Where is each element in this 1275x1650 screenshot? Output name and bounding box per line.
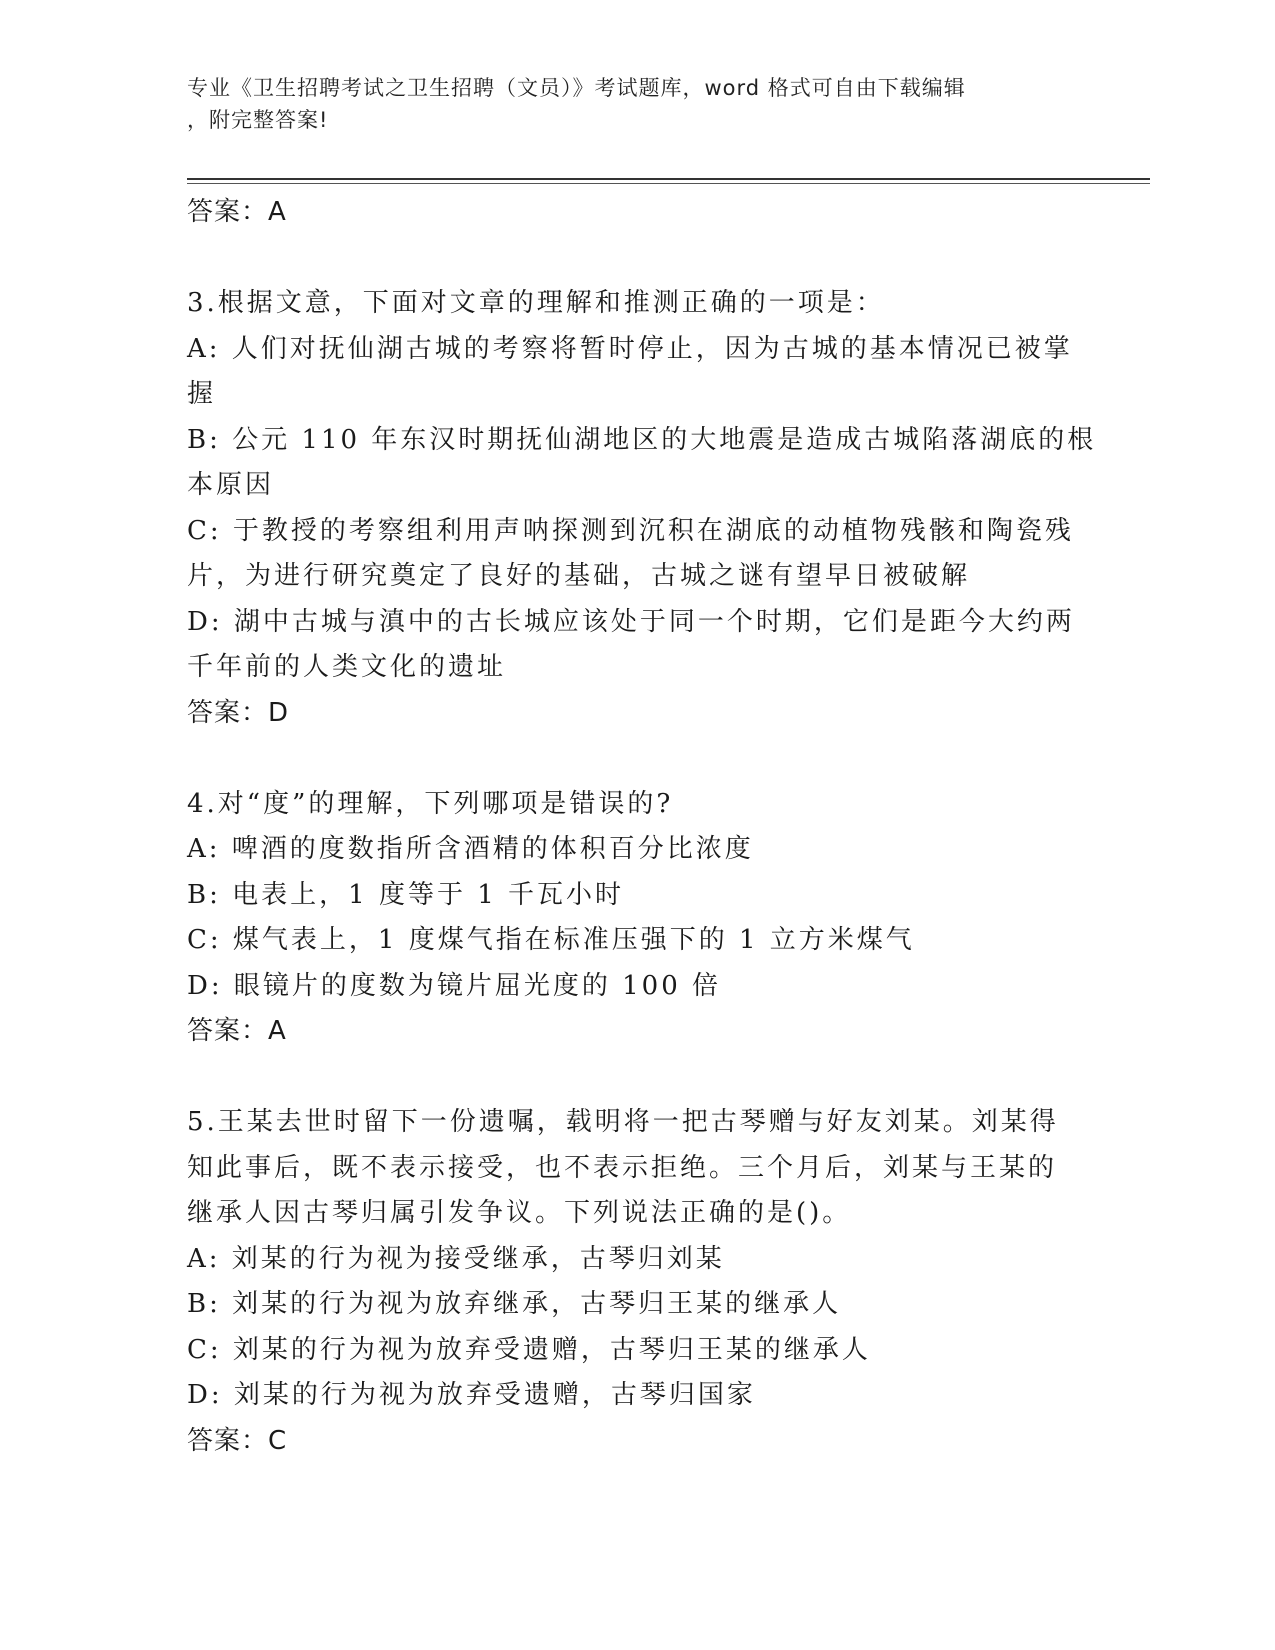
question-4-option-d: D: 眼镜片的度数为镜片屈光度的 100 倍: [187, 970, 722, 1001]
question-4-option-a: A: 啤酒的度数指所含酒精的体积百分比浓度: [187, 834, 754, 864]
question-3-stem: 3.根据文意，下面对文章的理解和推测正确的一项是：: [187, 288, 885, 318]
question-4-option-c: C: 煤气表上，1 度煤气指在标准压强下的 1 立方米煤气: [187, 925, 915, 955]
question-3-option-a-cont: 握: [187, 379, 217, 409]
question-5-stem-1: 5.王某去世时留下一份遗嘱，载明将一把古琴赠与好友刘某。刘某得: [187, 1107, 1059, 1137]
document-header: [187, 72, 1067, 136]
question-5: [187, 1100, 1067, 1464]
question-5-option-a: A: 刘某的行为视为接受继承，古琴归刘某: [187, 1243, 725, 1274]
question-4-stem: 4.对“度”的理解，下列哪项是错误的?: [187, 788, 674, 819]
header-divider-thin: [187, 183, 1150, 184]
spacer: [187, 736, 1067, 782]
spacer: [187, 1055, 1067, 1101]
document-body: [187, 190, 1097, 1464]
question-5-answer: 答案：C: [187, 1425, 288, 1456]
question-3-option-a: A: 人们对抚仙湖古城的考察将暂时停止，因为古城的基本情况已被掌: [187, 333, 1073, 364]
header-divider-thick: [187, 178, 1150, 180]
question-3-option-c-cont: 片，为进行研究奠定了良好的基础，古城之谜有望早日被破解: [187, 561, 971, 591]
previous-answer: 答案：A: [187, 197, 287, 227]
question-4-option-b: B: 电表上，1 度等于 1 千瓦小时: [187, 879, 625, 910]
question-5-option-d: D: 刘某的行为视为放弃受遗赠，古琴归国家: [187, 1380, 756, 1410]
question-5-option-b: B: 刘某的行为视为放弃继承，古琴归王某的继承人: [187, 1289, 842, 1319]
question-5-option-c: C: 刘某的行为视为放弃受遗赠，古琴归王某的继承人: [187, 1334, 871, 1365]
question-3-answer: 答案：D: [187, 697, 290, 728]
header-line-1: 专业《卫生招聘考试之卫生招聘（文员）》考试题库，word 格式可自由下载编辑: [187, 76, 966, 100]
question-5-stem-3: 继承人因古琴归属引发争议。下列说法正确的是()。: [187, 1198, 852, 1228]
question-3-option-b-cont: 本原因: [187, 470, 275, 500]
question-4: [187, 782, 1067, 1055]
question-5-stem-2: 知此事后，既不表示接受，也不表示拒绝。三个月后，刘某与王某的: [187, 1152, 1058, 1183]
question-3-option-d-cont: 千年前的人类文化的遗址: [187, 652, 507, 682]
question-3: [187, 281, 1097, 736]
question-3-option-b: B: 公元 110 年东汉时期抚仙湖地区的大地震是造成古城陷落湖底的根: [187, 424, 1097, 455]
spacer: [187, 236, 1067, 282]
question-3-option-c: C: 于教授的考察组利用声呐探测到沉积在湖底的动植物残骸和陶瓷残: [187, 515, 1074, 546]
header-line-2: ，附完整答案!: [187, 108, 329, 132]
question-3-option-d: D: 湖中古城与滇中的古长城应该处于同一个时期，它们是距今大约两: [187, 606, 1075, 637]
question-4-answer: 答案：A: [187, 1016, 287, 1046]
